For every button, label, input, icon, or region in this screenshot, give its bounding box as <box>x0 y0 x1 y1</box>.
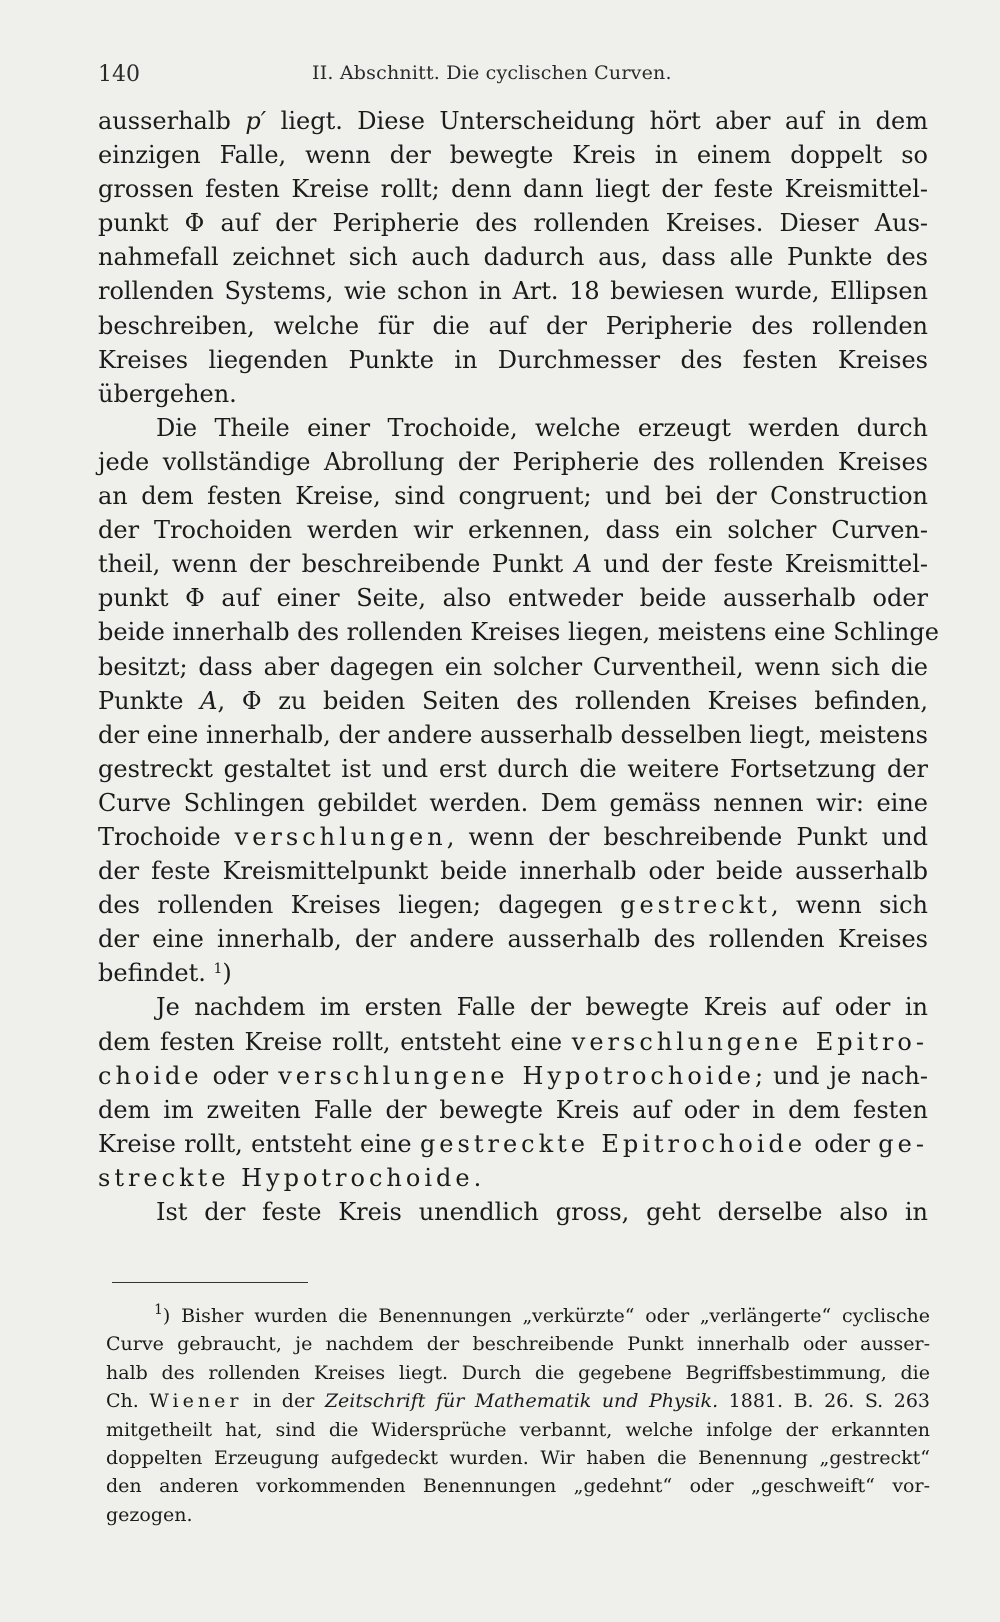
main-text <box>98 104 939 1229</box>
text-line: befindet. $^1$) <box>98 959 232 988</box>
spaced-term: verschlungene Hypotrochoide <box>278 1061 756 1090</box>
footnote-marker: 1 <box>213 961 223 978</box>
footnote-line: Ch. Wiener in der Zeitschrift für Mathematik und Physik. 1881. B. 26. S. 263 <box>106 1390 930 1413</box>
text-line: an dem festen Kreise, sind congruent; und bei der Construction <box>98 482 928 511</box>
text-line: theil, wenn der beschreibende Punkt A und der feste Kreismittel- <box>98 550 928 579</box>
text-line: nahmefall zeichnet sich auch dadurch aus, dass alle Punkte des <box>98 243 928 272</box>
text-line: beide innerhalb des rollenden Kreises liegen, meistens eine Schlinge <box>98 618 939 647</box>
footnote-line: den anderen vorkommenden Benennungen „gedehnt“ oder „geschweift“ vor- <box>106 1475 930 1498</box>
spaced-term: verschlungen <box>234 822 447 851</box>
journal-title: Zeitschrift für Mathematik und Physik. <box>324 1390 719 1413</box>
footnote-line: gezogen. <box>106 1503 193 1526</box>
text-line: dem im zweiten Falle der bewegte Kreis auf oder in dem festen <box>98 1095 928 1124</box>
spaced-term: choide <box>98 1061 203 1090</box>
text-line: streckte Hypotrochoide. <box>98 1163 482 1192</box>
text-line: punkt Φ auf der Peripherie des rollenden Kreises. Dieser Aus- <box>98 209 928 238</box>
footnote-marker: 1 <box>154 1302 163 1318</box>
spaced-term: ge- <box>878 1129 928 1158</box>
footnote-rule <box>112 1282 308 1283</box>
text-line: der eine innerhalb, der andere ausserhalb des rollenden Kreises <box>98 925 928 954</box>
text-line: der eine innerhalb, der andere ausserhalb desselben liegt, meistens <box>98 720 928 749</box>
text-line: dem festen Kreise rollt, entsteht eine verschlungene Epitro- <box>98 1027 928 1056</box>
footnote-line: $^1$) Bisher wurden die Benennungen „verkürzte“ oder „verlängerte“ cyclische <box>154 1302 930 1327</box>
spaced-term: verschlungene Epitro- <box>571 1027 928 1056</box>
text-line: Kreises liegenden Punkte in Durchmesser des festen Kreises <box>98 345 928 374</box>
text-line: beschreiben, welche für die auf der Peripherie des rollenden <box>98 311 928 340</box>
text-line: Curve Schlingen gebildet werden. Dem gemäss nennen wir: eine <box>98 788 928 817</box>
text-line: ausserhalb p′ liegt. Diese Unterscheidung hört aber auf in dem <box>98 107 928 135</box>
text-line: der feste Kreismittelpunkt beide innerhalb oder beide ausserhalb <box>98 857 928 886</box>
footnote-line: Curve gebraucht, je nachdem der beschreibende Punkt innerhalb oder ausser- <box>106 1333 930 1356</box>
text-line: übergehen. <box>98 379 237 408</box>
footnote-line: halb des rollenden Kreises liegt. Durch die gegebene Begriffsbestimmung, die <box>106 1361 930 1384</box>
footnote-line: doppelten Erzeugung aufgedeckt wurden. Wir haben die Benennung „gestreckt“ <box>106 1446 930 1469</box>
text-line: Trochoide verschlungen, wenn der beschreibende Punkt und <box>98 822 928 851</box>
spaced-term: streckte Hypotrochoide <box>98 1163 474 1192</box>
text-line: grossen festen Kreise rollt; denn dann liegt der feste Kreismittel- <box>98 175 928 204</box>
spaced-term: gestreckte Epitrochoide <box>419 1129 807 1158</box>
text-line: jede vollständige Abrollung der Peripherie des rollenden Kreises <box>98 447 928 476</box>
text-line: einzigen Falle, wenn der bewegte Kreis in einem doppelt so <box>98 141 928 170</box>
text-line: Punkte A, Φ zu beiden Seiten des rollenden Kreises befinden, <box>98 686 928 715</box>
text-line: Ist der feste Kreis unendlich gross, geht derselbe also in <box>156 1198 928 1226</box>
text-line: gestreckt gestaltet ist und erst durch die weitere Fortsetzung der <box>98 754 928 783</box>
text-line: rollenden Systems, wie schon in Art. 18 bewiesen wurde, Ellipsen <box>98 277 928 306</box>
text-line: des rollenden Kreises liegen; dagegen gestreckt, wenn sich <box>98 891 928 920</box>
running-title: II. Abschnitt. Die cyclischen Curven. <box>312 62 672 84</box>
spaced-name: Wiener <box>149 1390 243 1413</box>
footnote-line: mitgetheilt hat, sind die Widersprüche verbannt, welche infolge der erkannten <box>106 1418 930 1441</box>
text-line: Kreise rollt, entsteht eine gestreckte Epitrochoide oder ge- <box>98 1129 928 1158</box>
text-line: Je nachdem im ersten Falle der bewegte Kreis auf oder in <box>156 993 928 1022</box>
text-line: besitzt; dass aber dagegen ein solcher Curventheil, wenn sich die <box>98 652 928 681</box>
running-header <box>98 58 918 92</box>
text-line: choide oder verschlungene Hypotrochoide; und je nach- <box>98 1061 928 1090</box>
text-line: der Trochoiden werden wir erkennen, dass ein solcher Curven- <box>98 516 928 545</box>
page-number: 140 <box>98 62 140 87</box>
text-line: punkt Φ auf einer Seite, also entweder beide ausserhalb oder <box>98 584 928 613</box>
text-line: Die Theile einer Trochoide, welche erzeugt werden durch <box>156 413 928 442</box>
spaced-term: gestreckt <box>620 891 771 920</box>
footnote <box>106 1302 930 1529</box>
